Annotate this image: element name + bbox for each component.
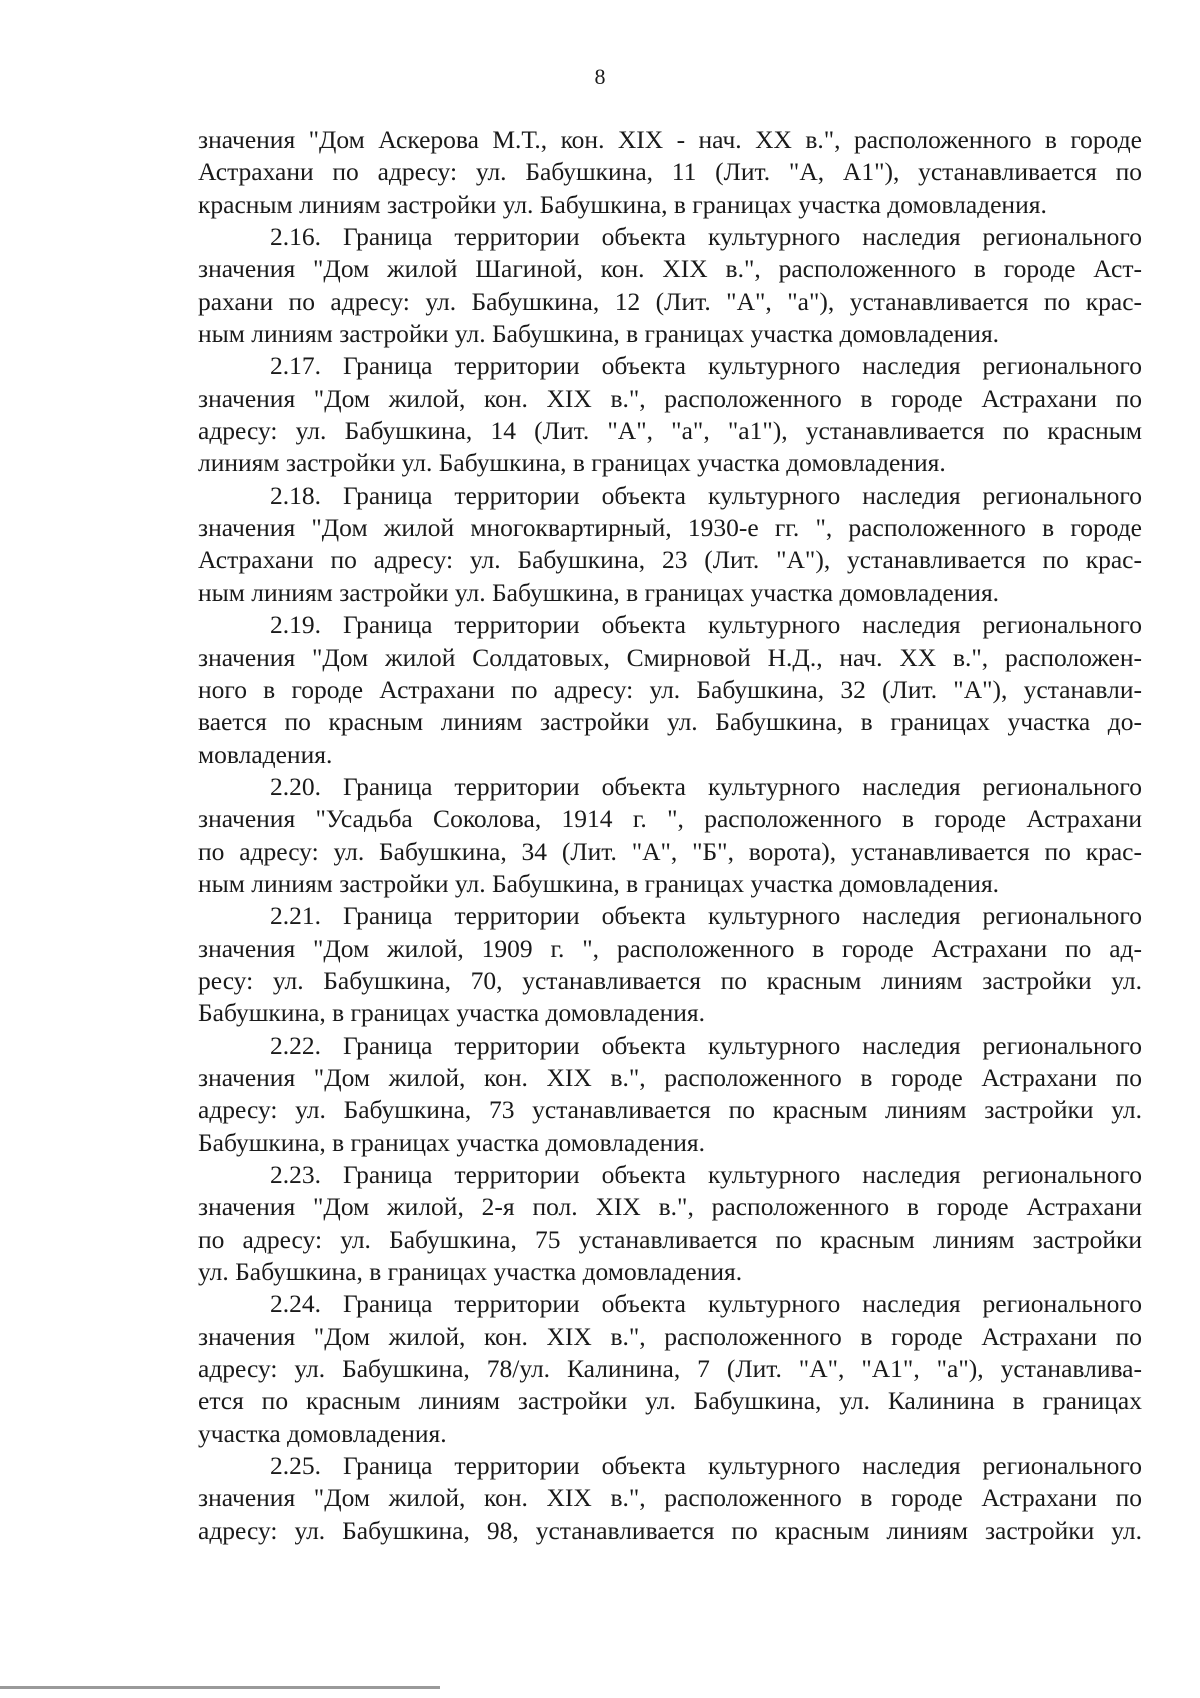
- text-line: 2.16. Граница территории объекта культурного наследия регионального: [270, 222, 1142, 252]
- page-number: 8: [594, 64, 606, 89]
- text-line: значения "Дом жилой Шагиной, кон. XIX в.", расположенного в городе Аст-: [198, 254, 1142, 284]
- text-line: значения "Дом жилой, кон. XIX в.", расположенного в городе Астрахани по: [198, 383, 1142, 413]
- text-line: 2.20. Граница территории объекта культурного наследия регионального: [270, 771, 1142, 801]
- text-line: адресу: ул. Бабушкина, 14 (Лит. "А", "а", "а1"), устанавливается по красным: [198, 416, 1142, 446]
- text-line: 2.25. Граница территории объекта культурного наследия регионального: [270, 1451, 1142, 1481]
- text-line: значения "Дом жилой Солдатовых, Смирновой Н.Д., нач. XX в.", расположен-: [198, 642, 1142, 672]
- text-line: значения "Дом жилой, кон. XIX в.", расположенного в городе Астрахани по: [198, 1062, 1142, 1092]
- text-line: 2.21. Граница территории объекта культурного наследия регионального: [270, 901, 1142, 931]
- text-line: мовладения.: [198, 739, 333, 769]
- text-line: ного в городе Астрахани по адресу: ул. Бабушкина, 32 (Лит. "А"), устанавли-: [198, 674, 1142, 704]
- text-line: адресу: ул. Бабушкина, 98, устанавливается по красным линиям застройки ул.: [198, 1515, 1142, 1545]
- text-line: адресу: ул. Бабушкина, 73 устанавливается по красным линиям застройки ул.: [198, 1095, 1142, 1125]
- text-line: значения "Усадьба Соколова, 1914 г. ", расположенного в городе Астрахани: [198, 804, 1142, 834]
- text-line: по адресу: ул. Бабушкина, 75 устанавливается по красным линиям застройки: [198, 1224, 1142, 1254]
- text-line: ным линиям застройки ул. Бабушкина, в границах участка домовладения.: [198, 319, 1000, 349]
- text-line: 2.19. Граница территории объекта культурного наследия регионального: [270, 610, 1142, 640]
- text-line: ным линиям застройки ул. Бабушкина, в границах участка домовладения.: [198, 577, 1000, 607]
- text-line: значения "Дом жилой, кон. XIX в.", расположенного в городе Астрахани по: [198, 1483, 1142, 1513]
- text-line: значения "Дом жилой многоквартирный, 1930-е гг. ", расположенного в городе: [198, 513, 1142, 543]
- text-line: ресу: ул. Бабушкина, 70, устанавливается по красным линиям застройки ул.: [198, 965, 1142, 995]
- document-body: [198, 124, 1142, 1547]
- text-line: ным линиям застройки ул. Бабушкина, в границах участка домовладения.: [198, 868, 1000, 898]
- text-line: 2.22. Граница территории объекта культурного наследия регионального: [270, 1030, 1142, 1060]
- text-line: значения "Дом жилой, 1909 г. ", расположенного в городе Астрахани по ад-: [198, 933, 1142, 963]
- text-line: ется по красным линиям застройки ул. Бабушкина, ул. Калинина в границах: [198, 1386, 1142, 1416]
- text-line: красным линиям застройки ул. Бабушкина, в границах участка домовладения.: [198, 189, 1047, 219]
- text-line: линиям застройки ул. Бабушкина, в границах участка домовладения.: [198, 448, 946, 478]
- text-line: Бабушкина, в границах участка домовладения.: [198, 998, 706, 1028]
- scan-edge-line: [0, 1686, 440, 1689]
- text-line: 2.24. Граница территории объекта культурного наследия регионального: [270, 1289, 1142, 1319]
- text-line: 2.18. Граница территории объекта культурного наследия регионального: [270, 480, 1142, 510]
- text-line: значения "Дом Аскерова М.Т., кон. XIX - нач. XX в.", расположенного в городе: [198, 125, 1142, 154]
- text-line: значения "Дом жилой, 2-я пол. XIX в.", расположенного в городе Астрахани: [198, 1192, 1142, 1222]
- text-line: рахани по адресу: ул. Бабушкина, 12 (Лит. "А", "а"), устанавливается по крас-: [198, 286, 1142, 316]
- text-line: участка домовладения.: [198, 1418, 447, 1448]
- text-line: 2.23. Граница территории объекта культурного наследия регионального: [270, 1160, 1142, 1189]
- text-line: Астрахани по адресу: ул. Бабушкина, 11 (Лит. "А, А1"), устанавливается по: [198, 157, 1142, 187]
- text-line: Астрахани по адресу: ул. Бабушкина, 23 (Лит. "А"), устанавливается по крас-: [198, 545, 1142, 575]
- text-line: по адресу: ул. Бабушкина, 34 (Лит. "А", "Б", ворота), устанавливается по крас-: [198, 836, 1142, 866]
- text-line: 2.17. Граница территории объекта культурного наследия регионального: [270, 351, 1142, 381]
- text-line: адресу: ул. Бабушкина, 78/ул. Калинина, 7 (Лит. "А", "А1", "а"), устанавлива-: [198, 1354, 1142, 1384]
- text-line: Бабушкина, в границах участка домовладения.: [198, 1127, 706, 1157]
- text-line: значения "Дом жилой, кон. XIX в.", расположенного в городе Астрахани по: [198, 1321, 1142, 1351]
- text-line: вается по красным линиям застройки ул. Бабушкина, в границах участка до-: [198, 707, 1142, 737]
- text-line: ул. Бабушкина, в границах участка домовладения.: [198, 1257, 743, 1287]
